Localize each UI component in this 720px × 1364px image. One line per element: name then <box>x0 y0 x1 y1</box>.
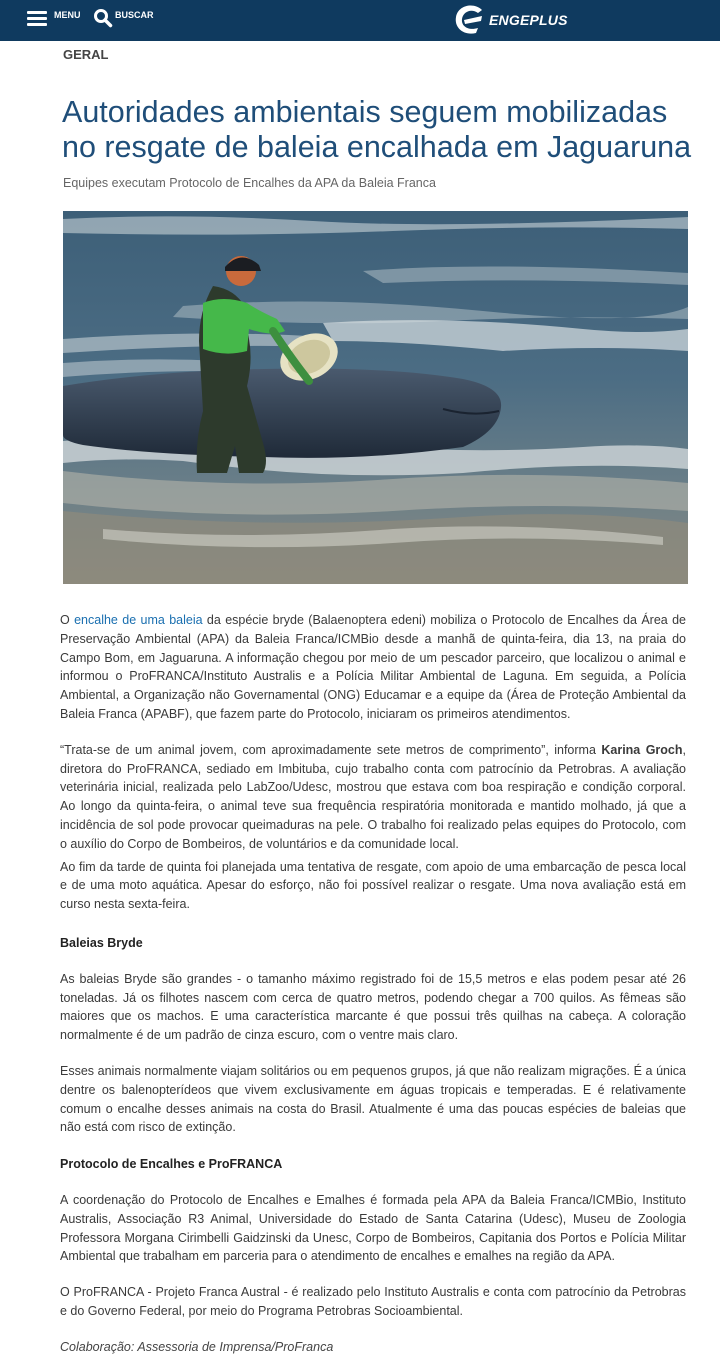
paragraph: Ao fim da tarde de quinta foi planejada uma tentativa de resgate, com apoio de uma embarcação de pesca local e de uma moto aquática. Apesar do esforço, não foi possível realizar o resgate. Uma nova avaliação está em curso nesta sexta-feira. <box>60 859 686 912</box>
article-title: Autoridades ambientais seguem mobilizadas no resgate de baleia encalhada em Jaguaruna <box>62 95 692 164</box>
subheading-bryde-whales: Baleias Bryde <box>60 935 143 950</box>
paragraph-text: “Trata-se de um animal jovem, com aproximadamente sete metros de comprimento”, informa <box>60 742 602 757</box>
search-label: BUSCAR <box>115 10 154 20</box>
search-button[interactable] <box>93 6 154 30</box>
article-body <box>60 611 686 1357</box>
quoted-person-name: Karina Groch <box>601 742 683 757</box>
paragraph: As baleias Bryde são grandes - o tamanho máximo registrado foi de 15,5 metros e elas podem pesar até 26 toneladas. Já os filhotes nascem com cerca de quatro metros, podendo chegar a 700 quilos. As fêmeas são maiores que os machos. E uma característica marcante é que possui três quilhas na cabeça. A coloração normalmente é de um padrão de cinza escuro, com o ventre mais claro. <box>60 971 686 1043</box>
paragraph-text: O <box>60 613 75 627</box>
hamburger-menu-icon <box>27 9 49 27</box>
top-navigation-bar <box>0 0 720 41</box>
subheading-protocol: Protocolo de Encalhes e ProFRANCA <box>60 1157 283 1172</box>
article-hero-photo <box>63 211 688 584</box>
engeplus-logo[interactable] <box>452 2 568 38</box>
paragraph: O ProFRANCA - Projeto Franca Austral - é realizado pelo Instituto Australis e conta com patrocínio da Petrobras e do Governo Federal, por meio do Programa Petrobras Socioambiental. <box>60 1285 686 1318</box>
section-label[interactable]: GERAL <box>63 47 109 62</box>
menu-button[interactable] <box>27 6 81 30</box>
paragraph-text: da espécie bryde (Balaenoptera edeni) mobiliza o Protocolo de Encalhes da Área de Preservação Ambiental (APA) da Baleia Franca/ICMBio desde a manhã de quinta-feira, dia 13, na praia do Campo Bom, em Jaguaruna. A informação chegou por meio de um pescador parceiro, que localizou o animal e informou o ProFRANCA/Instituto Australis e a Polícia Militar Ambiental de Laguna. Em seguida, a Polícia Ambiental, a Organização não Governamental (ONG) Educamar e a equipe da (Área de Proteção Ambiental da Baleia Franca (APABF), que fazem parte do Protocolo, iniciaram os primeiros atendimentos. <box>60 613 686 721</box>
paragraph <box>60 741 686 854</box>
engeplus-logo-text: ENGEPLUS <box>489 12 568 28</box>
paragraph-text: , diretora do ProFRANCA, sediado em Imbituba, cujo trabalho conta com patrocínio da Petrobras. A avaliação veterinária inicial, realizada pelo LabZoo/Udesc, mostrou que estava com boa respiração e condição corporal. Ao longo da quinta-feira, o animal teve sua frequência respiratória monitorada e mantido molhado, já que a incidência de sol pode provocar queimaduras na pele. O trabalho foi realizado pelas equipes do Protocolo, com o auxílio do Corpo de Bombeiros, de voluntários e da comunidade local. <box>60 742 686 851</box>
paragraph: A coordenação do Protocolo de Encalhes e Emalhes é formada pela APA da Baleia Franca/ICMBio, Instituto Australis, Associação R3 Animal, Universidade do Estado de Santa Catarina (Udesc), Museu de Zoologia Professora Morgana Cirimbelli Gaidzinski da Unesc, Corpo de Bombeiros, Capitania dos Portos e Polícia Militar Ambiental que trabalham em parceria para o atendimento de encalhes e emalhes na região da APA. <box>60 1192 686 1264</box>
paragraph: Esses animais normalmente viajam solitários ou em pequenos grupos, já que não realizam migrações. É a única dentre os balenopterídeos que vivem exclusivamente em águas tropicais e temperadas. E é relativamente comum o encalhe desses animais na costa do Brasil. Atualmente é uma das poucas espécies de baleias que não está com risco de extinção. <box>60 1063 686 1135</box>
menu-label: MENU <box>54 10 81 20</box>
search-icon <box>93 8 113 28</box>
whale-rescue-photo <box>63 211 688 584</box>
whale-stranding-link[interactable]: encalhe de uma baleia <box>74 613 203 627</box>
engeplus-logo-icon <box>452 2 488 38</box>
article-subtitle: Equipes executam Protocolo de Encalhes da APA da Baleia Franca <box>63 176 436 190</box>
article-credit: Colaboração: Assessoria de Imprensa/ProFranca <box>60 1339 334 1354</box>
paragraph <box>60 611 686 724</box>
